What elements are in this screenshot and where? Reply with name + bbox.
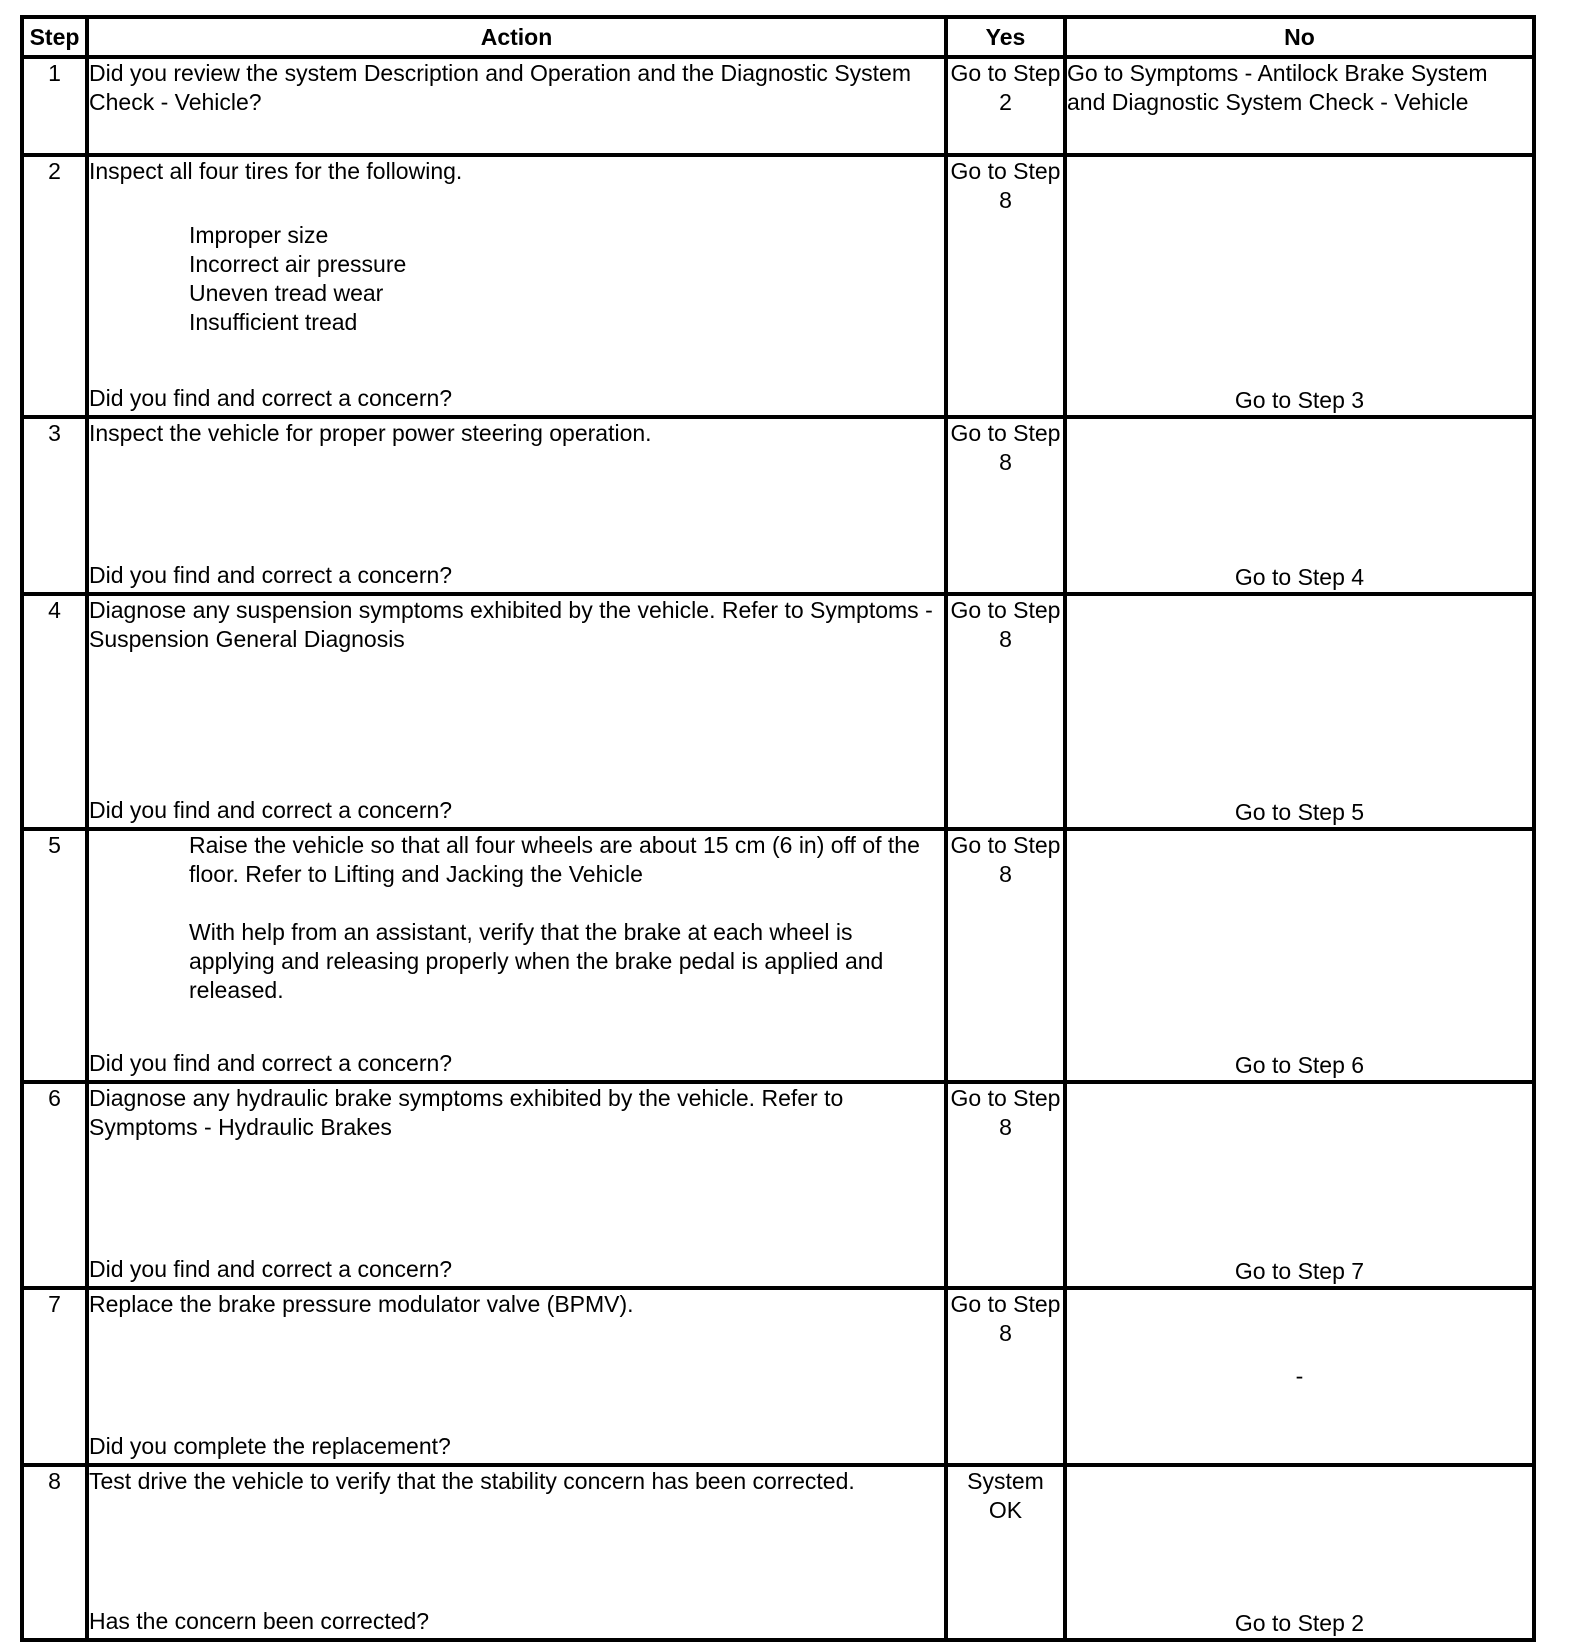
action-text: Diagnose any hydraulic brake symptoms exhibited by the vehicle. Refer to Symptoms - Hydraulic Brakes [89, 1085, 844, 1140]
action-text: Inspect the vehicle for proper power steering operation. [89, 420, 652, 446]
list-item: Insufficient tread [189, 309, 358, 335]
action-question: Did you find and correct a concern? [89, 1050, 453, 1076]
action-question: Did you find and correct a concern? [89, 1256, 453, 1282]
no-cell: Go to Step 4 [1065, 417, 1534, 594]
action-cell [87, 1082, 946, 1288]
step-number: 2 [22, 155, 87, 417]
action-cell [87, 1465, 946, 1640]
yes-cell: Go to Step 8 [946, 594, 1065, 829]
yes-cell: Go to Step 8 [946, 829, 1065, 1082]
table-row [22, 1082, 1534, 1288]
yes-cell: Go to Step 8 [946, 417, 1065, 594]
table-row [22, 1465, 1534, 1640]
action-cell [87, 417, 946, 594]
table-row [22, 57, 1534, 155]
action-text: Diagnose any suspension symptoms exhibited by the vehicle. Refer to Symptoms - Suspension General Diagnosis [89, 597, 933, 652]
step-number: 3 [22, 417, 87, 594]
action-cell [87, 1288, 946, 1465]
action-question: Did you complete the replacement? [89, 1433, 451, 1459]
action-text: Replace the brake pressure modulator valve (BPMV). [89, 1291, 634, 1317]
yes-cell: Go to Step 8 [946, 155, 1065, 417]
step-number: 8 [22, 1465, 87, 1640]
header-step: Step [22, 17, 87, 57]
no-cell: - [1065, 1288, 1534, 1465]
header-yes: Yes [946, 17, 1065, 57]
action-text: Inspect all four tires for the following. [89, 158, 463, 184]
action-question: Did you find and correct a concern? [89, 562, 453, 588]
table-row [22, 155, 1534, 417]
step-number: 4 [22, 594, 87, 829]
no-cell: Go to Symptoms - Antilock Brake System and Diagnostic System Check - Vehicle [1065, 57, 1534, 155]
table-row [22, 1288, 1534, 1465]
step-number: 1 [22, 57, 87, 155]
action-cell [87, 57, 946, 155]
list-item: Improper size [189, 222, 329, 248]
header-no: No [1065, 17, 1534, 57]
no-cell: Go to Step 6 [1065, 829, 1534, 1082]
yes-cell: Go to Step 8 [946, 1082, 1065, 1288]
step-number: 7 [22, 1288, 87, 1465]
diagnostic-table [20, 15, 1536, 1642]
list-item: Uneven tread wear [189, 280, 384, 306]
action-text: Raise the vehicle so that all four wheels are about 15 cm (6 in) off of the floor. Refer to Lifting and Jacking the Vehicle [189, 832, 920, 887]
no-cell: Go to Step 3 [1065, 155, 1534, 417]
action-question: Has the concern been corrected? [89, 1608, 430, 1634]
action-cell [87, 829, 946, 1082]
no-cell: Go to Step 7 [1065, 1082, 1534, 1288]
table-row [22, 417, 1534, 594]
table-row [22, 829, 1534, 1082]
action-cell [87, 155, 946, 417]
list-item: Incorrect air pressure [189, 251, 407, 277]
action-cell [87, 594, 946, 829]
step-number: 5 [22, 829, 87, 1082]
tire-check-list [89, 221, 944, 337]
table-row [22, 594, 1534, 829]
action-text: Test drive the vehicle to verify that the stability concern has been corrected. [89, 1468, 855, 1494]
yes-cell: Go to Step 8 [946, 1288, 1065, 1465]
no-cell: Go to Step 2 [1065, 1465, 1534, 1640]
action-question: Did you find and correct a concern? [89, 797, 453, 823]
header-row [22, 17, 1534, 57]
no-cell: Go to Step 5 [1065, 594, 1534, 829]
header-action: Action [87, 17, 946, 57]
action-text: With help from an assistant, verify that the brake at each wheel is applying and releasing properly when the brake pedal is applied and released. [189, 919, 884, 1003]
action-text: Did you review the system Description and Operation and the Diagnostic System Check - Vehicle? [89, 60, 912, 115]
yes-cell: System OK [946, 1465, 1065, 1640]
action-question: Did you find and correct a concern? [89, 385, 453, 411]
step-number: 6 [22, 1082, 87, 1288]
yes-cell: Go to Step 2 [946, 57, 1065, 155]
